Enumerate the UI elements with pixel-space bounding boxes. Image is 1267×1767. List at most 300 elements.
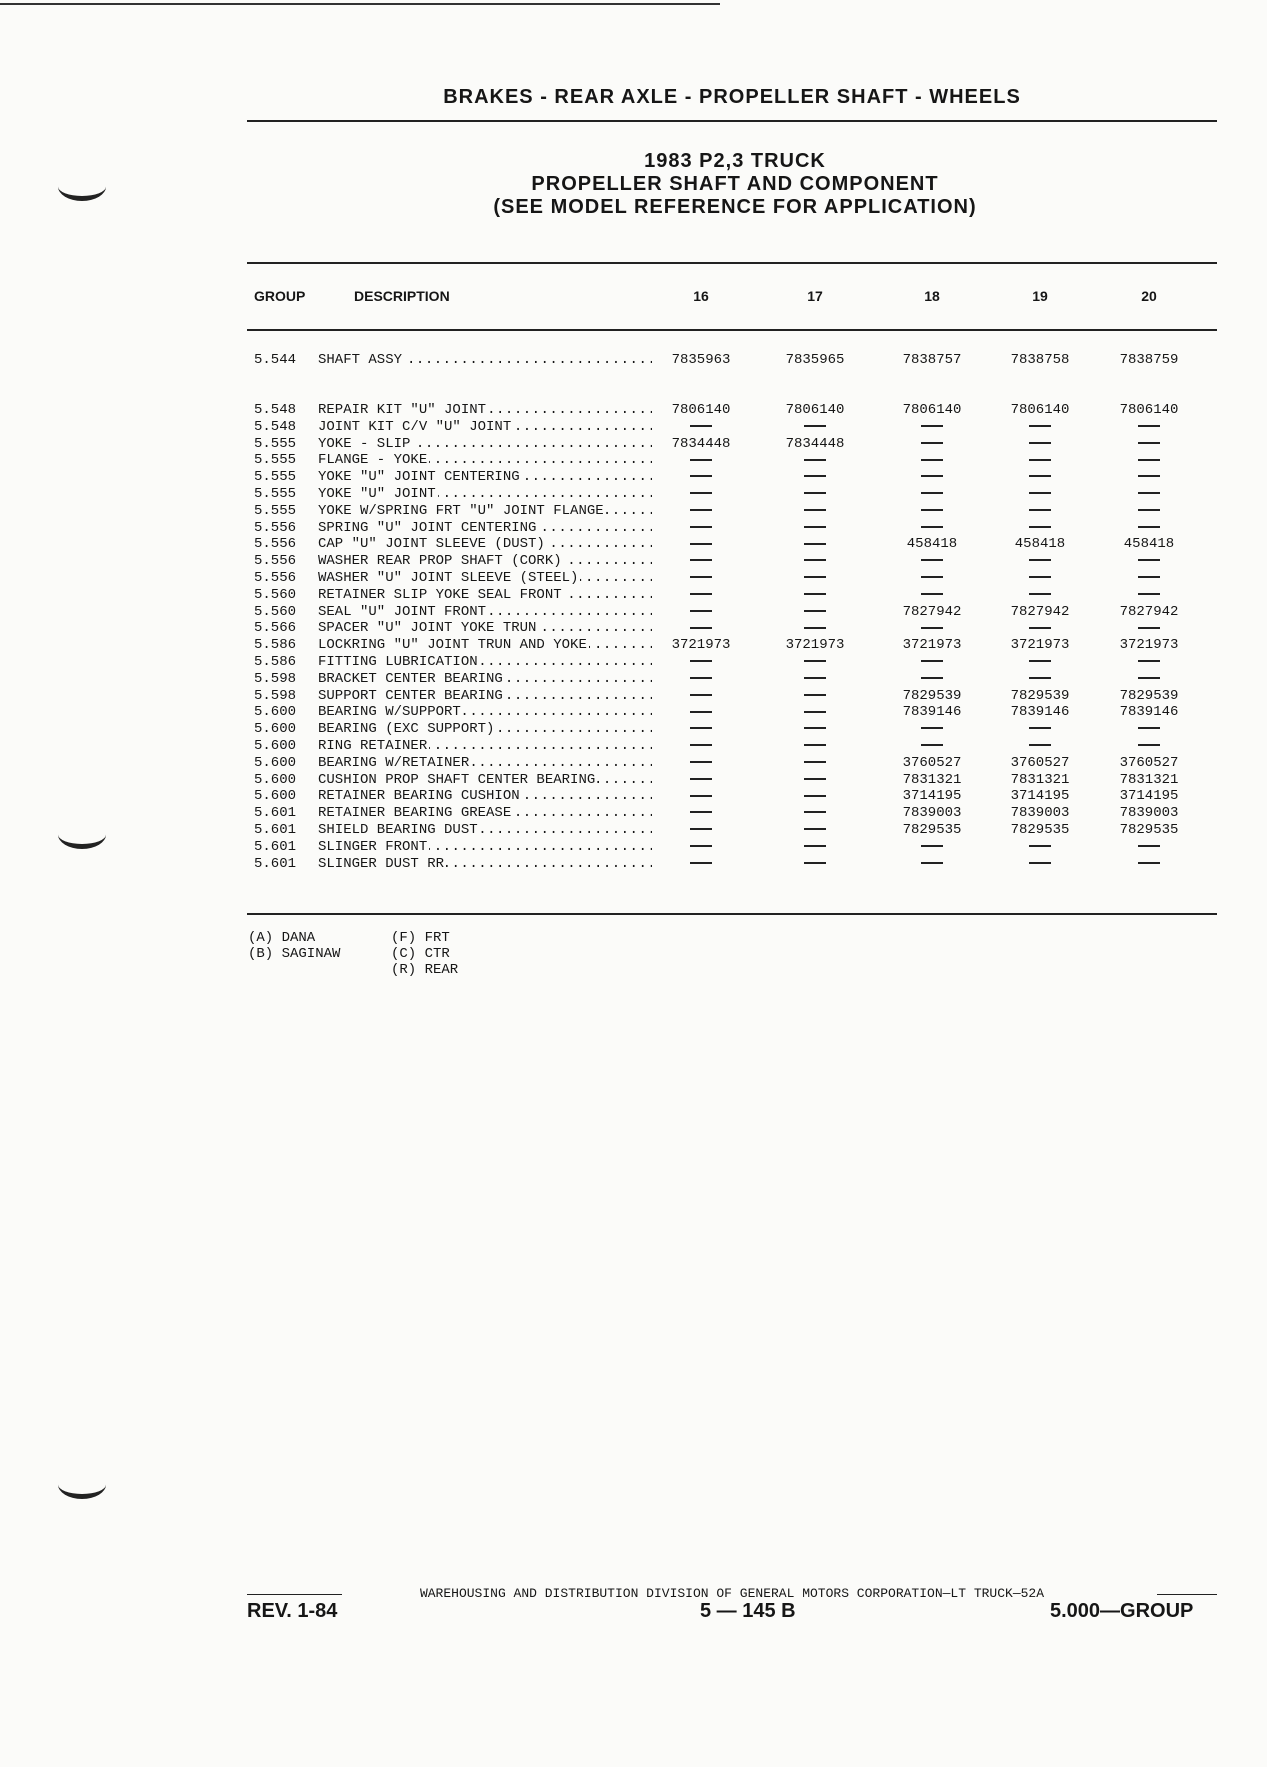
part-description [318, 553, 652, 570]
part-description-text: YOKE W/SPRING FRT "U" JOINT FLANGE [318, 502, 604, 519]
part-number-cell: 458418 [906, 536, 958, 553]
part-description [318, 856, 652, 873]
not-applicable-dash [1138, 660, 1160, 662]
not-applicable-dash [1029, 425, 1051, 427]
part-number-cell [646, 772, 756, 789]
part-number-cell [877, 469, 987, 486]
part-description [318, 436, 652, 453]
not-applicable-dash [1029, 459, 1051, 461]
part-number-cell [646, 688, 756, 705]
part-number-cell [646, 536, 756, 553]
group-number: 5.598 [254, 687, 297, 704]
part-number-cell [646, 839, 756, 856]
part-number-cell [985, 520, 1095, 537]
part-description-text: BEARING W/RETAINER [318, 754, 470, 771]
not-applicable-dash [921, 627, 943, 629]
part-number-cell [877, 570, 987, 587]
binder-punch-mark [58, 172, 106, 201]
group-number: 5.600 [254, 704, 297, 721]
part-number-cell [646, 419, 756, 436]
not-applicable-dash [1029, 862, 1051, 864]
not-applicable-dash [690, 576, 712, 578]
not-applicable-dash [804, 627, 826, 629]
part-number-cell: 3714195 [1119, 788, 1179, 805]
part-number-cell: 7838758 [1010, 352, 1070, 368]
note-c: (C) CTR [391, 946, 450, 962]
part-description [318, 520, 652, 537]
part-number-cell [1094, 587, 1204, 604]
part-description-text: RETAINER BEARING GREASE [318, 805, 512, 822]
part-number-cell [877, 419, 987, 436]
group-number: 5.566 [254, 620, 297, 637]
part-number-cell [760, 604, 870, 621]
part-description-text: WASHER REAR PROP SHAFT (CORK) [318, 553, 562, 570]
part-number-cell: 458418 [1014, 536, 1066, 553]
part-description [318, 738, 652, 755]
not-applicable-dash [1029, 727, 1051, 729]
not-applicable-dash [1029, 475, 1051, 477]
not-applicable-dash [921, 845, 943, 847]
note-a: (A) DANA [248, 930, 316, 946]
part-number-cell [646, 604, 756, 621]
top-edge-rule [0, 3, 720, 5]
title-line-3: (SEE MODEL REFERENCE FOR APPLICATION) [493, 196, 977, 218]
header-bottom-rule [247, 329, 1217, 331]
not-applicable-dash [921, 660, 943, 662]
part-number-cell [646, 755, 756, 772]
part-number-cell [1094, 856, 1204, 873]
not-applicable-dash [1138, 442, 1160, 444]
part-description [318, 671, 652, 688]
part-number-cell: 7834448 [671, 435, 731, 452]
part-number-cell: 3721973 [1119, 637, 1179, 654]
not-applicable-dash [690, 744, 712, 746]
not-applicable-dash [1029, 442, 1051, 444]
part-description [318, 419, 652, 436]
part-number-cell [1094, 570, 1204, 587]
part-number-cell: 7829539 [1119, 687, 1179, 704]
part-number-cell [760, 553, 870, 570]
part-number-cell [1094, 620, 1204, 637]
not-applicable-dash [1029, 593, 1051, 595]
not-applicable-dash [921, 492, 943, 494]
part-description-text: JOINT KIT C/V "U" JOINT [318, 418, 512, 435]
part-number-cell: 3714195 [902, 788, 962, 805]
part-number-cell: 7806140 [785, 402, 845, 418]
part-number-cell [877, 486, 987, 503]
footer-rule-left [247, 1594, 342, 1595]
part-number-cell [646, 486, 756, 503]
part-number-cell [646, 520, 756, 537]
part-number-cell [646, 805, 756, 822]
part-number-cell [760, 587, 870, 604]
part-number-cell [760, 755, 870, 772]
part-number-cell [760, 688, 870, 705]
part-number-cell [985, 452, 1095, 469]
not-applicable-dash [1138, 576, 1160, 578]
group-reference: 5.000—GROUP [1050, 1600, 1194, 1622]
part-number-cell [760, 654, 870, 671]
part-number-cell: 7827942 [1010, 603, 1070, 620]
part-description [318, 688, 652, 705]
part-number-cell [760, 419, 870, 436]
part-description-text: YOKE "U" JOINT CENTERING [318, 469, 520, 486]
not-applicable-dash [921, 442, 943, 444]
not-applicable-dash [690, 761, 712, 763]
not-applicable-dash [804, 828, 826, 830]
part-number-cell: 458418 [1123, 536, 1175, 553]
part-number-cell: 7829535 [902, 822, 962, 838]
part-number-cell: 7831321 [1010, 771, 1070, 788]
part-number-cell [877, 436, 987, 453]
not-applicable-dash [921, 862, 943, 864]
part-number-cell: 7829539 [1010, 687, 1070, 704]
not-applicable-dash [1029, 509, 1051, 511]
not-applicable-dash [804, 744, 826, 746]
part-number-cell [760, 503, 870, 520]
part-number-cell [985, 738, 1095, 755]
not-applicable-dash [1138, 492, 1160, 494]
part-number-cell [1094, 721, 1204, 738]
part-number-cell [877, 738, 987, 755]
not-applicable-dash [804, 559, 826, 561]
not-applicable-dash [804, 475, 826, 477]
footer-division-text: WAREHOUSING AND DISTRIBUTION DIVISION OF GENERAL MOTORS CORPORATION—LT TRUCK—52A [419, 1586, 1045, 1601]
part-description [318, 822, 652, 839]
not-applicable-dash [921, 677, 943, 679]
part-number-cell [760, 671, 870, 688]
part-description-text: LOCKRING "U" JOINT TRUN AND YOKE [318, 637, 587, 654]
not-applicable-dash [804, 459, 826, 461]
part-number-cell [1094, 654, 1204, 671]
not-applicable-dash [804, 845, 826, 847]
part-description [318, 570, 652, 587]
part-description-text: RING RETAINER [318, 738, 428, 754]
part-number-cell [877, 654, 987, 671]
part-number-cell [760, 721, 870, 738]
not-applicable-dash [804, 526, 826, 528]
part-number-cell [985, 503, 1095, 520]
not-applicable-dash [921, 593, 943, 595]
part-description [318, 637, 652, 654]
column-header-group: GROUP [254, 288, 306, 304]
part-description-text: SPRING "U" JOINT CENTERING [318, 519, 537, 536]
part-description-text: RETAINER BEARING CUSHION [318, 788, 520, 805]
part-description [318, 620, 652, 637]
part-description-text: WASHER "U" JOINT SLEEVE (STEEL) [318, 570, 579, 586]
group-number: 5.600 [254, 721, 297, 738]
part-number-cell [1094, 738, 1204, 755]
part-number-cell [1094, 671, 1204, 688]
part-number-cell [646, 822, 756, 839]
header-rule [247, 120, 1217, 122]
not-applicable-dash [804, 660, 826, 662]
part-description [318, 536, 652, 553]
not-applicable-dash [921, 744, 943, 746]
note-f: (F) FRT [391, 930, 450, 946]
part-number-cell: 7829535 [1119, 822, 1179, 838]
part-description [318, 402, 652, 419]
column-header-18: 18 [924, 288, 940, 304]
not-applicable-dash [690, 509, 712, 511]
part-number-cell [877, 671, 987, 688]
part-number-cell [760, 620, 870, 637]
part-number-cell [985, 671, 1095, 688]
part-number-cell [760, 805, 870, 822]
not-applicable-dash [921, 475, 943, 477]
group-number: 5.560 [254, 603, 297, 620]
part-number-cell: 3721973 [902, 637, 962, 654]
part-number-cell [1094, 839, 1204, 856]
not-applicable-dash [690, 828, 712, 830]
part-number-cell [646, 704, 756, 721]
not-applicable-dash [690, 593, 712, 595]
not-applicable-dash [1138, 727, 1160, 729]
not-applicable-dash [1138, 627, 1160, 629]
column-header-20: 20 [1141, 288, 1157, 304]
not-applicable-dash [804, 677, 826, 679]
title-block [360, 150, 1110, 219]
page-number: 5 — 145 B [700, 1600, 796, 1622]
part-number-cell: 7838757 [902, 352, 962, 368]
not-applicable-dash [804, 576, 826, 578]
part-number-cell [760, 738, 870, 755]
part-number-cell [646, 587, 756, 604]
part-number-cell: 3760527 [1010, 754, 1070, 771]
not-applicable-dash [804, 727, 826, 729]
group-number: 5.586 [254, 654, 297, 670]
not-applicable-dash [1029, 660, 1051, 662]
footer-rule-right [1157, 1594, 1217, 1595]
not-applicable-dash [690, 543, 712, 545]
part-description-text: BRACKET CENTER BEARING [318, 670, 503, 687]
column-header-16: 16 [693, 288, 709, 304]
part-number-cell [1094, 486, 1204, 503]
part-number-cell [760, 452, 870, 469]
group-number: 5.548 [254, 418, 297, 435]
part-number-cell [760, 822, 870, 839]
not-applicable-dash [1138, 559, 1160, 561]
not-applicable-dash [690, 811, 712, 813]
binder-punch-mark [58, 1470, 106, 1499]
group-number: 5.600 [254, 771, 297, 788]
column-header-19: 19 [1032, 288, 1048, 304]
not-applicable-dash [804, 795, 826, 797]
part-description [318, 755, 652, 772]
part-number-cell [1094, 520, 1204, 537]
part-number-cell [985, 486, 1095, 503]
part-number-cell [646, 788, 756, 805]
part-number-cell: 3721973 [785, 637, 845, 654]
title-line-1: 1983 P2,3 TRUCK [644, 150, 826, 172]
not-applicable-dash [921, 559, 943, 561]
part-description [318, 452, 652, 469]
part-number-cell [646, 570, 756, 587]
group-number: 5.556 [254, 519, 297, 536]
column-header-17: 17 [807, 288, 823, 304]
part-number-cell [646, 452, 756, 469]
not-applicable-dash [804, 543, 826, 545]
part-description-text: FLANGE - YOKE [318, 452, 428, 469]
not-applicable-dash [921, 509, 943, 511]
part-number-cell [646, 671, 756, 688]
part-description-text: SPACER "U" JOINT YOKE TRUN [318, 620, 537, 637]
part-number-cell [985, 654, 1095, 671]
part-number-cell [877, 587, 987, 604]
part-description-text: SLINGER FRONT [318, 838, 428, 855]
part-number-cell [985, 436, 1095, 453]
not-applicable-dash [690, 610, 712, 612]
part-number-cell: 7839003 [1010, 805, 1070, 822]
part-description-text: YOKE - SLIP [318, 435, 411, 452]
not-applicable-dash [690, 492, 712, 494]
not-applicable-dash [690, 727, 712, 729]
part-number-cell: 3714195 [1010, 788, 1070, 805]
group-number: 5.555 [254, 502, 297, 519]
part-description [318, 805, 652, 822]
not-applicable-dash [1029, 744, 1051, 746]
not-applicable-dash [1138, 425, 1160, 427]
not-applicable-dash [1138, 509, 1160, 511]
group-number: 5.560 [254, 586, 297, 603]
part-number-cell [760, 469, 870, 486]
part-description-text: SHIELD BEARING DUST [318, 822, 478, 838]
part-number-cell [877, 839, 987, 856]
revision-label: REV. 1-84 [247, 1600, 338, 1622]
part-number-cell: 7831321 [1119, 771, 1179, 788]
part-description-text: YOKE "U" JOINT [318, 486, 436, 502]
group-number: 5.556 [254, 553, 297, 570]
part-number-cell: 7839146 [1010, 704, 1070, 721]
part-number-cell [760, 704, 870, 721]
not-applicable-dash [1138, 459, 1160, 461]
not-applicable-dash [804, 711, 826, 713]
part-number-cell: 7831321 [902, 771, 962, 788]
not-applicable-dash [690, 425, 712, 427]
section-header: BRAKES - REAR AXLE - PROPELLER SHAFT - WHEELS [443, 86, 1021, 108]
not-applicable-dash [690, 795, 712, 797]
group-number: 5.601 [254, 822, 297, 838]
group-number: 5.555 [254, 435, 297, 452]
part-number-cell [985, 721, 1095, 738]
not-applicable-dash [690, 526, 712, 528]
part-number-cell [985, 587, 1095, 604]
part-description-text: SUPPORT CENTER BEARING [318, 687, 503, 704]
part-number-cell [760, 772, 870, 789]
part-number-cell [646, 856, 756, 873]
part-description-text: SLINGER DUST RR [318, 855, 445, 872]
part-description-text: CAP "U" JOINT SLEEVE (DUST) [318, 536, 545, 553]
part-description-text: BEARING W/SUPPORT [318, 704, 461, 721]
group-number: 5.556 [254, 536, 297, 553]
group-number: 5.544 [254, 352, 297, 368]
part-number-cell: 7829539 [902, 687, 962, 704]
part-description [318, 839, 652, 856]
part-description-text: CUSHION PROP SHAFT CENTER BEARING [318, 771, 596, 788]
not-applicable-dash [1029, 559, 1051, 561]
part-number-cell: 7839003 [902, 805, 962, 822]
not-applicable-dash [804, 761, 826, 763]
part-number-cell: 7835965 [785, 352, 845, 368]
part-description [318, 587, 652, 604]
not-applicable-dash [804, 811, 826, 813]
part-number-cell: 7827942 [902, 603, 962, 620]
part-description [318, 788, 652, 805]
part-number-cell: 7827942 [1119, 603, 1179, 620]
part-number-cell [985, 620, 1095, 637]
part-number-cell: 7839146 [902, 704, 962, 721]
part-number-cell [646, 721, 756, 738]
part-number-cell [760, 570, 870, 587]
not-applicable-dash [1029, 677, 1051, 679]
part-number-cell: 7806140 [1119, 402, 1179, 418]
group-number: 5.555 [254, 486, 297, 502]
part-number-cell: 7806140 [671, 402, 731, 418]
not-applicable-dash [690, 459, 712, 461]
column-header-description: DESCRIPTION [354, 288, 450, 304]
group-number: 5.586 [254, 637, 297, 654]
not-applicable-dash [804, 509, 826, 511]
group-number: 5.600 [254, 754, 297, 771]
not-applicable-dash [1138, 744, 1160, 746]
part-number-cell [646, 553, 756, 570]
part-number-cell [877, 620, 987, 637]
part-number-cell [760, 486, 870, 503]
part-number-cell [877, 553, 987, 570]
footer-division-line [247, 1586, 1217, 1601]
not-applicable-dash [804, 492, 826, 494]
part-number-cell: 7834448 [785, 435, 845, 452]
not-applicable-dash [1138, 475, 1160, 477]
not-applicable-dash [921, 727, 943, 729]
part-number-cell: 3760527 [1119, 754, 1179, 771]
not-applicable-dash [690, 694, 712, 696]
part-description-text: SEAL "U" JOINT FRONT [318, 603, 487, 620]
part-number-cell [985, 856, 1095, 873]
part-number-cell [1094, 452, 1204, 469]
part-number-cell: 7839003 [1119, 805, 1179, 822]
not-applicable-dash [1138, 845, 1160, 847]
not-applicable-dash [921, 576, 943, 578]
part-number-cell: 7835963 [671, 352, 731, 368]
part-description-text: BEARING (EXC SUPPORT) [318, 721, 495, 738]
not-applicable-dash [921, 425, 943, 427]
group-number: 5.548 [254, 402, 297, 418]
part-number-cell [877, 520, 987, 537]
not-applicable-dash [690, 677, 712, 679]
part-description-text: FITTING LUBRICATION [318, 654, 478, 670]
not-applicable-dash [1029, 492, 1051, 494]
part-number-cell [760, 839, 870, 856]
not-applicable-dash [1029, 576, 1051, 578]
part-number-cell [1094, 419, 1204, 436]
not-applicable-dash [1138, 862, 1160, 864]
part-number-cell [877, 503, 987, 520]
group-number: 5.556 [254, 570, 297, 586]
not-applicable-dash [804, 862, 826, 864]
title-line-2: PROPELLER SHAFT AND COMPONENT [531, 173, 939, 195]
not-applicable-dash [1138, 593, 1160, 595]
part-number-cell [1094, 436, 1204, 453]
part-number-cell: 7829535 [1010, 822, 1070, 838]
group-number: 5.555 [254, 452, 297, 469]
group-number: 5.601 [254, 838, 297, 855]
not-applicable-dash [1029, 845, 1051, 847]
group-number: 5.555 [254, 469, 297, 486]
not-applicable-dash [690, 862, 712, 864]
not-applicable-dash [1138, 526, 1160, 528]
part-number-cell [760, 536, 870, 553]
